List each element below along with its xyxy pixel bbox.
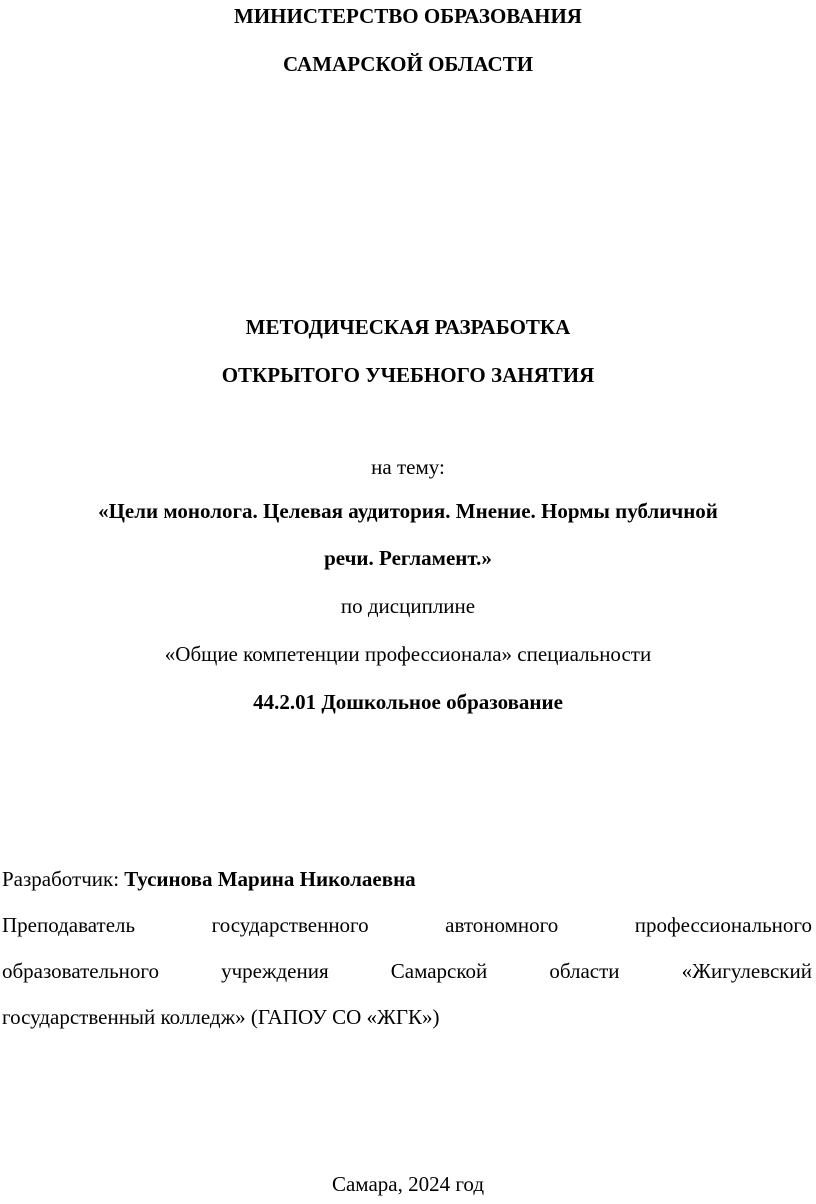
ministry-line-1: МИНИСТЕРСТВО ОБРАЗОВАНИЯ xyxy=(234,4,582,28)
ministry-line-2: САМАРСКОЙ ОБЛАСТИ xyxy=(282,52,534,76)
author-position-line-1: Преподаватель государственного автономного профессионального xyxy=(2,913,812,937)
document-title-line-2: ОТКРЫТОГО УЧЕБНОГО ЗАНЯТИЯ xyxy=(221,363,595,387)
topic-intro: на тему: xyxy=(371,455,445,479)
author-position-line-2: образовательного учреждения Самарской области «Жигулевский xyxy=(2,959,812,983)
discipline-intro: по дисциплине xyxy=(340,594,476,618)
topic-line-1: «Цели монолога. Целевая аудитория. Мнение. Нормы публичной xyxy=(98,499,718,523)
document-title-line-1: МЕТОДИЧЕСКАЯ РАЗРАБОТКА xyxy=(245,315,571,339)
specialty: 44.2.01 Дошкольное образование xyxy=(253,690,563,714)
topic-line-2: речи. Регламент.» xyxy=(324,546,492,570)
discipline-name: «Общие компетенции профессионала» специальности xyxy=(164,642,652,666)
author-position-line-3: государственный колледж» (ГАПОУ СО «ЖГК») xyxy=(2,1005,440,1029)
place-year: Самара, 2024 год xyxy=(331,1172,485,1196)
author-line xyxy=(2,865,816,893)
author-label: Разработчик: xyxy=(2,867,125,891)
author-name: Тусинова Марина Николаевна xyxy=(124,867,416,891)
